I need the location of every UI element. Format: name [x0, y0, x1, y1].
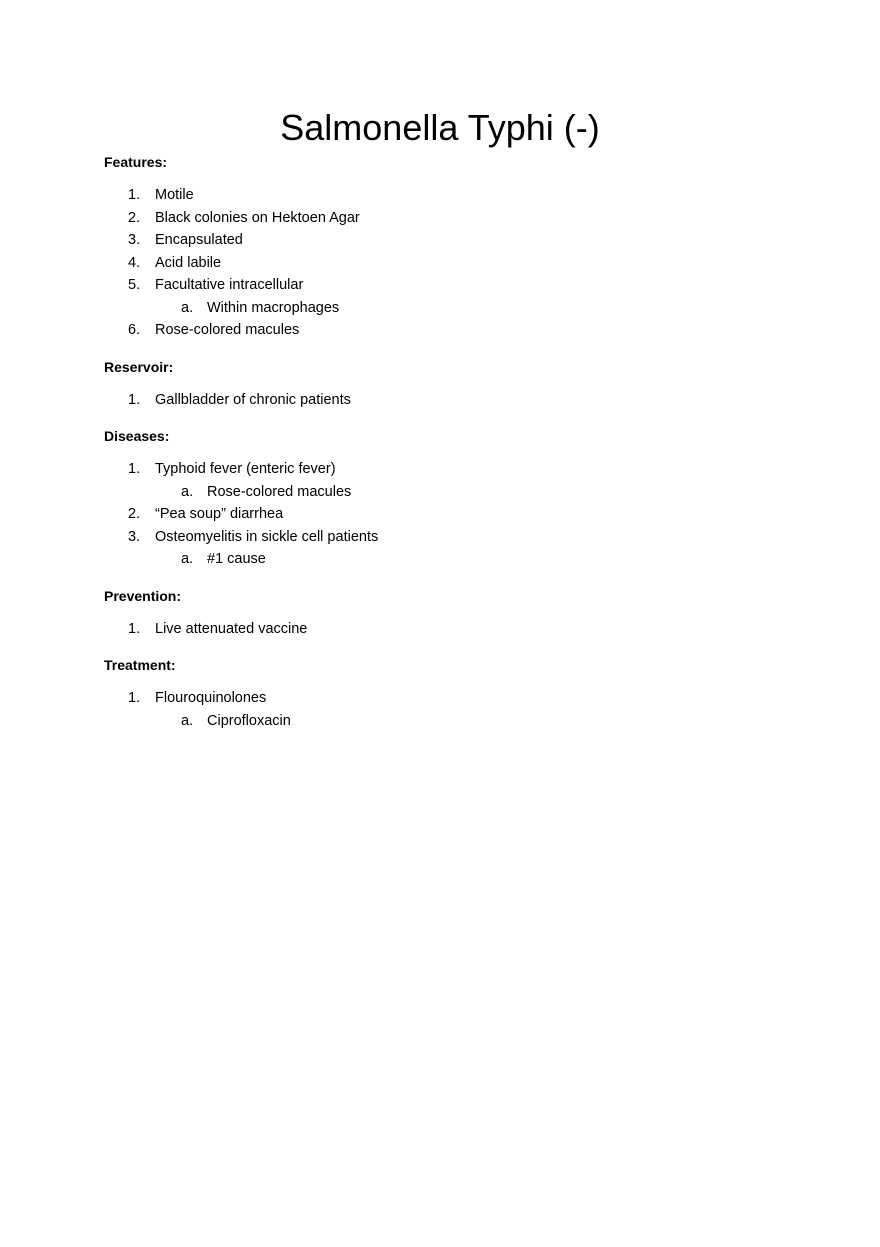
list-item-text: Flouroquinolones: [155, 690, 267, 706]
list-item: [104, 687, 804, 710]
list-item-letter: a.: [181, 712, 194, 729]
list-item-number: 2.: [128, 506, 141, 522]
list-item-text: Within macrophages: [207, 299, 340, 316]
list-item: [104, 229, 804, 252]
diseases-heading: Diseases:: [104, 428, 170, 444]
list-item-text: Acid labile: [155, 254, 222, 271]
list-item-text: #1 cause: [207, 551, 266, 567]
list-item-letter: a.: [181, 483, 194, 500]
list-item: [104, 274, 804, 297]
list-item-number: 6.: [128, 322, 141, 338]
list-item-number: 1.: [128, 461, 141, 477]
sub-list-item: [104, 548, 804, 571]
reservoir-list: [104, 389, 804, 412]
page-title: Salmonella Typhi (-): [280, 107, 600, 148]
list-item-text: Typhoid fever (enteric fever): [155, 461, 336, 477]
sub-list-item: [104, 481, 804, 504]
list-item-letter: a.: [181, 551, 194, 567]
list-item: [104, 458, 804, 481]
list-item-text: Live attenuated vaccine: [155, 620, 308, 637]
list-item: [104, 389, 804, 412]
sub-list-item: [104, 297, 804, 320]
list-item-letter: a.: [181, 299, 194, 316]
list-item-number: 5.: [128, 277, 141, 293]
list-item-text: Encapsulated: [155, 232, 243, 248]
list-item-number: 1.: [128, 620, 141, 637]
list-item-number: 4.: [128, 254, 141, 271]
list-item-text: Gallbladder of chronic patients: [155, 391, 351, 408]
treatment-heading: Treatment:: [104, 657, 176, 673]
list-item-number: 1.: [128, 187, 141, 203]
list-item: [104, 252, 804, 275]
list-item: [104, 526, 804, 549]
list-item-number: 3.: [128, 232, 141, 248]
features-heading: Features:: [104, 154, 168, 170]
list-item-text: Osteomyelitis in sickle cell patients: [155, 528, 379, 545]
list-item-text: Facultative intracellular: [155, 277, 304, 293]
list-item: [104, 503, 804, 526]
list-item-text: Black colonies on Hektoen Agar: [155, 209, 360, 226]
list-item-text: Rose-colored macules: [207, 483, 352, 500]
list-item: [104, 319, 804, 342]
list-item: [104, 184, 804, 207]
list-item-text: Rose-colored macules: [155, 322, 300, 338]
sub-list-item: [104, 710, 804, 733]
reservoir-heading: Reservoir:: [104, 358, 174, 375]
list-item: [104, 207, 804, 230]
treatment-list: [104, 687, 804, 732]
list-item-number: 1.: [128, 690, 141, 706]
diseases-list: [104, 458, 804, 571]
document-body: [104, 152, 804, 747]
list-item-text: Ciprofloxacin: [207, 712, 291, 729]
prevention-heading: Prevention:: [104, 587, 182, 604]
features-list: [104, 184, 804, 342]
list-item: [104, 618, 804, 641]
list-item-number: 1.: [128, 391, 141, 408]
list-item-text: “Pea soup” diarrhea: [155, 506, 284, 522]
list-item-number: 2.: [128, 209, 141, 226]
prevention-list: [104, 618, 804, 641]
list-item-number: 3.: [128, 528, 141, 545]
list-item-text: Motile: [155, 187, 194, 203]
